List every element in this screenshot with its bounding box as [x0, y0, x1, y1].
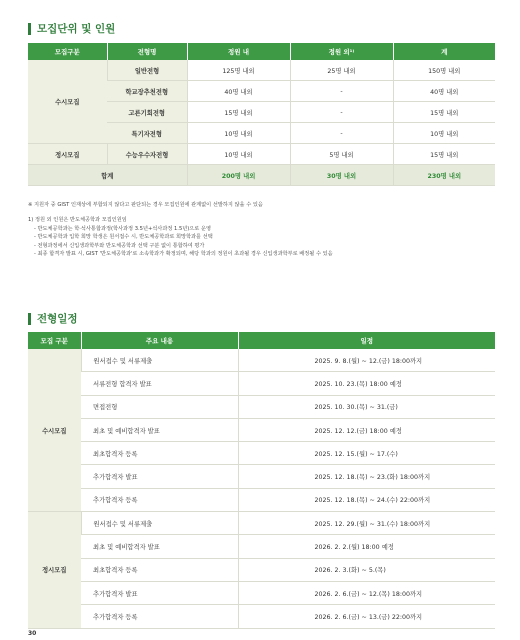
quota-table-header: [28, 43, 495, 60]
note-line: - 반도체공학과 입학 희망 학생은 원서접수 시, 반도체공학과로 희망학과를 선택: [34, 234, 213, 241]
group-cell-regular: 정시모집: [28, 512, 81, 628]
quota-out-cell: -: [290, 102, 393, 123]
col-header: 정원 외¹⁾: [290, 43, 393, 60]
schedule-item: 추가합격자 등록: [81, 605, 238, 628]
schedule-date: 2026. 2. 3.(화) ~ 5.(목): [238, 558, 495, 581]
col-header: 정원 내: [187, 43, 290, 60]
schedule-date: 2026. 2. 2.(월) 18:00 예정: [238, 535, 495, 558]
table-row: [28, 558, 495, 581]
type-cell: 학교장추천전형: [107, 81, 187, 102]
schedule-item: 추가합격자 발표: [81, 581, 238, 604]
section-title-quota: [28, 21, 115, 36]
type-cell: 일반전형: [107, 60, 187, 81]
quota-in-cell: 10명 내외: [187, 144, 290, 165]
col-header: 모집구분: [28, 43, 107, 60]
schedule-item: 서류전형 합격자 발표: [81, 372, 238, 395]
title-bar-accent: [28, 313, 31, 325]
col-header: 주요 내용: [81, 332, 238, 349]
type-cell: 고른기회전형: [107, 102, 187, 123]
table-row: [28, 60, 495, 81]
quota-out-cell: -: [290, 123, 393, 144]
quota-out-cell: 5명 내외: [290, 144, 393, 165]
col-header: 일정: [238, 332, 495, 349]
sum-total: 230명 내외: [393, 165, 495, 186]
quota-table: [28, 43, 495, 186]
table-row: [28, 488, 495, 511]
table-row: [28, 535, 495, 558]
sum-row: [28, 165, 495, 186]
group-cell-regular: 정시모집: [28, 144, 107, 165]
note-line: - 최종 합격자 발표 시, GIST '반도체공학과'로 소속학과가 확정되며, 해당 학과의 정원이 초과될 경우 신입생과학부로 배정될 수 있음: [34, 251, 333, 258]
schedule-table: [28, 332, 495, 629]
sum-out: 30명 내외: [290, 165, 393, 186]
schedule-date: 2025. 9. 8.(월) ~ 12.(금) 18:00까지: [238, 349, 495, 372]
schedule-date: 2025. 10. 23.(목) 18:00 예정: [238, 372, 495, 395]
schedule-date: 2025. 10. 30.(목) ~ 31.(금): [238, 395, 495, 418]
schedule-date: 2025. 12. 29.(월) ~ 31.(수) 18:00까지: [238, 512, 495, 535]
schedule-item: 최초합격자 등록: [81, 442, 238, 465]
quota-total-cell: 150명 내외: [393, 60, 495, 81]
schedule-date: 2025. 12. 12.(금) 18:00 예정: [238, 418, 495, 441]
quota-out-cell: -: [290, 81, 393, 102]
col-header: 전형명: [107, 43, 187, 60]
quota-total-cell: 15명 내외: [393, 102, 495, 123]
quota-notes: [28, 216, 333, 259]
schedule-item: 최초 및 예비합격자 발표: [81, 418, 238, 441]
note-line: 1) 정원 외 인원은 반도체공학과 모집인원임: [28, 217, 127, 223]
table-row: [28, 605, 495, 628]
schedule-item: 최초합격자 등록: [81, 558, 238, 581]
title-bar-accent: [28, 23, 31, 35]
table-row: [28, 442, 495, 465]
quota-in-cell: 10명 내외: [187, 123, 290, 144]
section-title-schedule: [28, 311, 78, 326]
schedule-date: 2025. 12. 18.(목) ~ 24.(수) 22:00까지: [238, 488, 495, 511]
table-row: [28, 144, 495, 165]
quota-in-cell: 125명 내외: [187, 60, 290, 81]
schedule-date: 2026. 2. 6.(금) ~ 12.(목) 18:00까지: [238, 581, 495, 604]
schedule-table-header: [28, 332, 495, 349]
group-cell-early: 수시모집: [28, 60, 107, 144]
quota-in-cell: 15명 내외: [187, 102, 290, 123]
sum-label: 합계: [28, 165, 187, 186]
quota-total-cell: 40명 내외: [393, 81, 495, 102]
col-header: 계: [393, 43, 495, 60]
quota-in-cell: 40명 내외: [187, 81, 290, 102]
note-line: - 반도체공학과는 학·석사통합과정(학사과정 3.5년+석사과정 1.5년)으로 운영: [34, 225, 211, 232]
table-row: [28, 372, 495, 395]
table-row: [28, 465, 495, 488]
schedule-item: 추가합격자 등록: [81, 488, 238, 511]
group-cell-early: 수시모집: [28, 349, 81, 512]
table-row: [28, 349, 495, 372]
type-cell: 수능우수자전형: [107, 144, 187, 165]
note-line: - 전형과정에서 신입생과학부와 반도체공학과 선택 구분 없이 통합하여 평가: [34, 242, 205, 249]
schedule-date: 2026. 2. 6.(금) ~ 13.(금) 22:00까지: [238, 605, 495, 628]
schedule-item: 원서접수 및 서류제출: [81, 512, 238, 535]
quota-total-cell: 10명 내외: [393, 123, 495, 144]
sum-in: 200명 내외: [187, 165, 290, 186]
section-title-quota-text: 모집단위 및 인원: [37, 23, 116, 35]
col-header: 모집 구분: [28, 332, 81, 349]
table-row: [28, 581, 495, 604]
schedule-item: 면접전형: [81, 395, 238, 418]
schedule-item: 최초 및 예비합격자 발표: [81, 535, 238, 558]
page-number: 30: [28, 630, 37, 637]
table-row: [28, 418, 495, 441]
section-title-schedule-text: 전형일정: [37, 313, 78, 325]
schedule-date: 2025. 12. 15.(월) ~ 17.(수): [238, 442, 495, 465]
schedule-item: 원서접수 및 서류제출: [81, 349, 238, 372]
schedule-date: 2025. 12. 18.(목) ~ 23.(화) 18:00까지: [238, 465, 495, 488]
quota-total-cell: 15명 내외: [393, 144, 495, 165]
table-row: [28, 512, 495, 535]
schedule-item: 추가합격자 발표: [81, 465, 238, 488]
type-cell: 특기자전형: [107, 123, 187, 144]
quota-out-cell: 25명 내외: [290, 60, 393, 81]
table-row: [28, 395, 495, 418]
quota-footnote: ※ 지원자 중 GIST 인재상에 부합되지 않다고 판단되는 경우 모집인원에 관계없이 선발하지 않을 수 있음: [28, 202, 263, 208]
